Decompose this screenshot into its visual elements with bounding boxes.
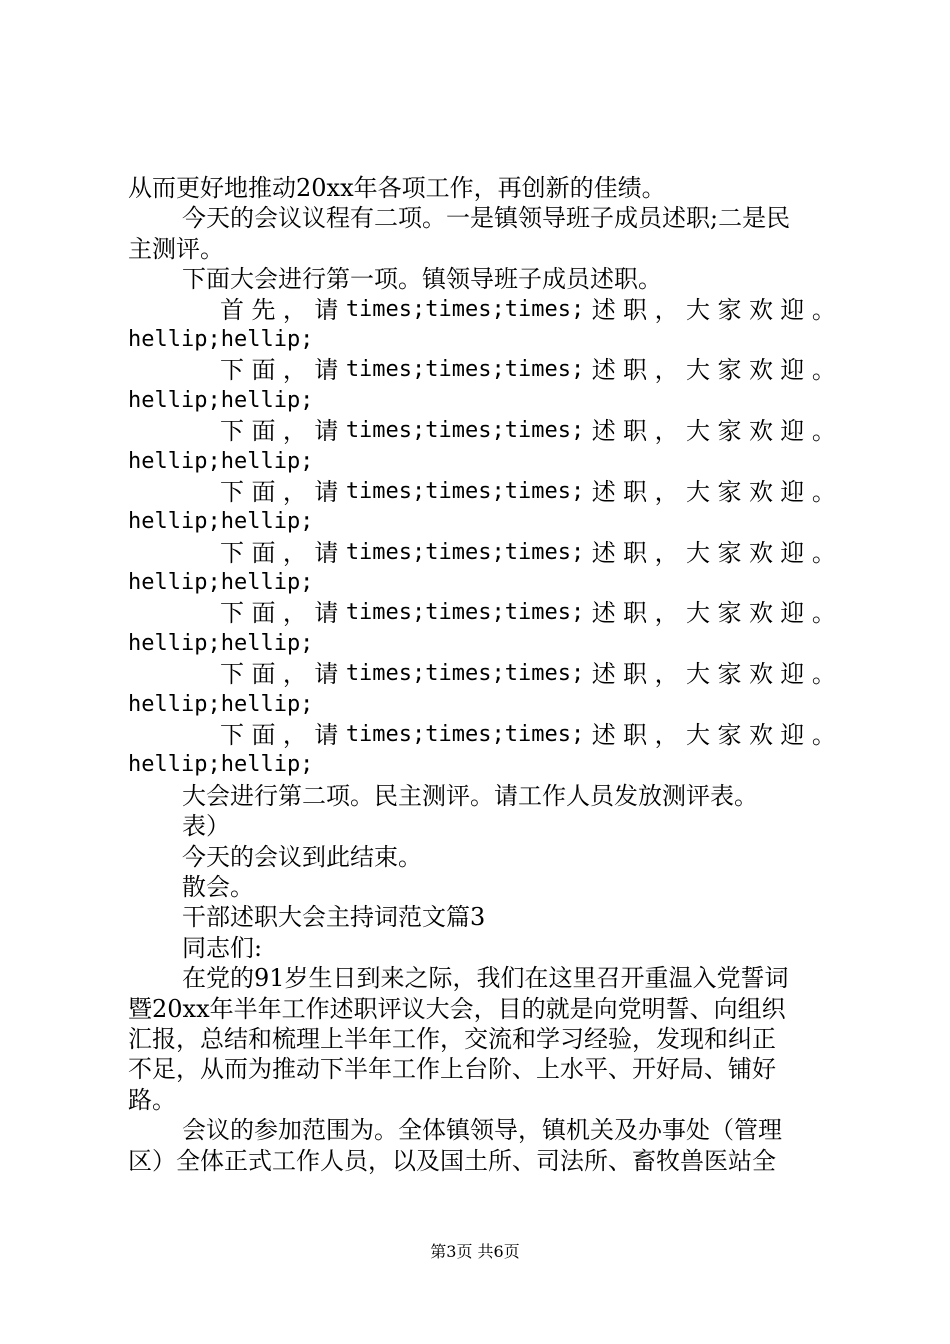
speaker-row-char: 家 [717, 660, 742, 689]
speaker-row-char: 迎 [780, 295, 805, 324]
speaker-row-char: ， [282, 295, 307, 324]
text-line: 今天的会议议程有二项。一是镇领导班子成员述职;二是民 [182, 204, 791, 233]
speaker-row-char: 首 [220, 295, 244, 324]
speaker-row-char: 。 [811, 538, 836, 567]
speaker-row-char: ， [654, 599, 679, 628]
text-line: 不足，从而为推动下半年工作上台阶、上水平、开好局、铺好 [128, 1055, 776, 1084]
speaker-row-char: 欢 [748, 295, 773, 324]
speaker-row-char: 先 [251, 295, 276, 324]
speaker-row-char: 家 [717, 477, 742, 506]
text-line: 从而更好地推动20xx年各项工作，再创新的佳绩。 [128, 174, 666, 202]
text-line: 在党的91岁生日到来之际，我们在这里召开重温入党誓词 [182, 964, 789, 993]
speaker-row-char: 家 [717, 356, 742, 385]
speaker-row-char: ， [654, 295, 679, 324]
speaker-row-char: 大 [686, 356, 711, 385]
speaker-row-char: 职 [623, 295, 648, 324]
speaker-row [128, 477, 836, 507]
speaker-row-char: 欢 [748, 721, 773, 750]
speaker-row-char: 职 [623, 599, 648, 628]
speaker-row-char: 欢 [748, 660, 773, 689]
speaker-row-char: 。 [811, 356, 836, 385]
speaker-row-char: 。 [811, 660, 836, 689]
text-line: 表） [182, 812, 230, 841]
speaker-row-ellipsis: hellip;hellip; [128, 752, 314, 778]
speaker-row-char: 家 [717, 721, 742, 750]
speaker-row-code: times;times;times; [345, 600, 585, 626]
speaker-row-char: ， [282, 599, 307, 628]
speaker-row-char: 欢 [748, 477, 773, 506]
speaker-row-ellipsis: hellip;hellip; [128, 570, 314, 596]
speaker-row [128, 720, 836, 750]
speaker-row-code: times;times;times; [345, 661, 585, 687]
speaker-row-char: 职 [623, 356, 648, 385]
speaker-row-char: 家 [717, 538, 742, 567]
speaker-row-char: ， [282, 721, 307, 750]
speaker-row-char: 家 [717, 295, 742, 324]
speaker-row [128, 416, 836, 446]
speaker-row-char: 请 [314, 599, 339, 628]
speaker-row-char: 面 [251, 356, 276, 385]
text-line: 路。 [128, 1085, 176, 1114]
speaker-row-char: ， [282, 538, 307, 567]
speaker-row-char: 面 [251, 417, 276, 446]
speaker-row [128, 598, 836, 628]
speaker-row-char: 职 [623, 417, 648, 446]
speaker-row-char: 面 [251, 721, 276, 750]
speaker-row-char: 大 [686, 538, 711, 567]
speaker-row-char: ， [654, 477, 679, 506]
speaker-row [128, 295, 836, 325]
speaker-row-char: 。 [811, 417, 836, 446]
speaker-row-char: ， [654, 660, 679, 689]
speaker-row-char: 下 [220, 660, 244, 689]
speaker-row-char: 下 [220, 356, 244, 385]
speaker-row-char: 述 [591, 295, 616, 324]
text-line: 大会进行第二项。民主测评。请工作人员发放测评表。 [182, 781, 758, 810]
document-body [128, 173, 836, 1176]
speaker-row-char: 面 [251, 477, 276, 506]
speaker-row-ellipsis: hellip;hellip; [128, 630, 314, 656]
speaker-row-char: ， [282, 356, 307, 385]
speaker-row-char: 述 [591, 599, 616, 628]
text-line: 暨20xx年半年工作述职评议大会，目的就是向党明誓、向组织 [128, 994, 786, 1023]
speaker-row-char: 欢 [748, 417, 773, 446]
text-line: 今天的会议到此结束。 [182, 842, 422, 871]
speaker-row-char: 迎 [780, 660, 805, 689]
speaker-row-char: 迎 [780, 417, 805, 446]
speaker-row-ellipsis: hellip;hellip; [128, 326, 314, 352]
speaker-row-char: 职 [623, 538, 648, 567]
speaker-row-char: 面 [251, 538, 276, 567]
speaker-row-char: 大 [686, 477, 711, 506]
speaker-row-char: ， [654, 538, 679, 567]
speaker-row [128, 538, 836, 568]
speaker-row-char: 述 [591, 538, 616, 567]
speaker-row-char: 欢 [748, 599, 773, 628]
speaker-row-code: times;times;times; [345, 478, 585, 504]
speaker-row-char: 大 [686, 660, 711, 689]
text-line: 干部述职大会主持词范文篇3 [182, 903, 486, 932]
speaker-row-char: 迎 [780, 721, 805, 750]
speaker-row-char: ， [654, 417, 679, 446]
speaker-row-char: 述 [591, 660, 616, 689]
speaker-list [128, 295, 836, 781]
speaker-row-char: 职 [623, 660, 648, 689]
speaker-row-char: 。 [811, 599, 836, 628]
speaker-row-char: 述 [591, 721, 616, 750]
text-line: 区）全体正式工作人员，以及国土所、司法所、畜牧兽医站全 [128, 1146, 776, 1175]
speaker-row-code: times;times;times; [345, 722, 585, 748]
speaker-row-char: 。 [811, 721, 836, 750]
speaker-row-char: ， [654, 721, 679, 750]
speaker-row-char: 下 [220, 417, 244, 446]
speaker-row-char: 请 [314, 295, 339, 324]
speaker-row-char: 请 [314, 721, 339, 750]
speaker-row-char: ， [282, 477, 307, 506]
speaker-row-char: ， [282, 417, 307, 446]
speaker-row-code: times;times;times; [345, 539, 585, 565]
speaker-row-code: times;times;times; [345, 418, 585, 444]
speaker-row-char: 面 [251, 599, 276, 628]
speaker-row-char: 请 [314, 660, 339, 689]
text-line: 汇报，总结和梳理上半年工作，交流和学习经验，发现和纠正 [128, 1024, 776, 1053]
text-line: 会议的参加范围为。全体镇领导，镇机关及办事处（管理 [182, 1116, 782, 1145]
speaker-row [128, 659, 836, 689]
speaker-row-char: 大 [686, 417, 711, 446]
speaker-row-char: 。 [811, 477, 836, 506]
text-line: 主测评。 [128, 234, 224, 263]
text-line: 同志们: [182, 933, 263, 962]
speaker-row-char: 家 [717, 417, 742, 446]
speaker-row-char: ， [282, 660, 307, 689]
speaker-row-ellipsis: hellip;hellip; [128, 387, 314, 413]
speaker-row-char: 下 [220, 721, 244, 750]
speaker-row-char: 迎 [780, 356, 805, 385]
speaker-row-char: 请 [314, 417, 339, 446]
speaker-row-char: 请 [314, 356, 339, 385]
speaker-row-code: times;times;times; [345, 296, 585, 322]
speaker-row-char: 大 [686, 599, 711, 628]
speaker-row-char: 大 [686, 295, 711, 324]
text-line: 散会。 [182, 872, 254, 901]
speaker-row-char: 欢 [748, 538, 773, 567]
speaker-row-char: 迎 [780, 599, 805, 628]
speaker-row-char: 欢 [748, 356, 773, 385]
speaker-row-ellipsis: hellip;hellip; [128, 691, 314, 717]
speaker-row-char: ， [654, 356, 679, 385]
speaker-row-char: 。 [811, 295, 836, 324]
speaker-row-char: 下 [220, 599, 244, 628]
speaker-row-char: 家 [717, 599, 742, 628]
closing-section [128, 781, 836, 1176]
speaker-row-code: times;times;times; [345, 357, 585, 383]
speaker-row-char: 述 [591, 477, 616, 506]
speaker-row-char: 述 [591, 356, 616, 385]
speaker-row-char: 述 [591, 417, 616, 446]
text-line: 下面大会进行第一项。镇领导班子成员述职。 [182, 265, 662, 294]
speaker-row-ellipsis: hellip;hellip; [128, 509, 314, 535]
page-number-footer: 第3页 共6页 [430, 1242, 520, 1261]
speaker-row-char: 迎 [780, 538, 805, 567]
speaker-row-char: 面 [251, 660, 276, 689]
speaker-row-char: 职 [623, 477, 648, 506]
speaker-row-char: 请 [314, 477, 339, 506]
speaker-row [128, 355, 836, 385]
speaker-row-char: 职 [623, 721, 648, 750]
speaker-row-ellipsis: hellip;hellip; [128, 448, 314, 474]
speaker-row-char: 下 [220, 538, 244, 567]
speaker-row-char: 迎 [780, 477, 805, 506]
speaker-row-char: 请 [314, 538, 339, 567]
speaker-row-char: 下 [220, 477, 244, 506]
speaker-row-char: 大 [686, 721, 711, 750]
